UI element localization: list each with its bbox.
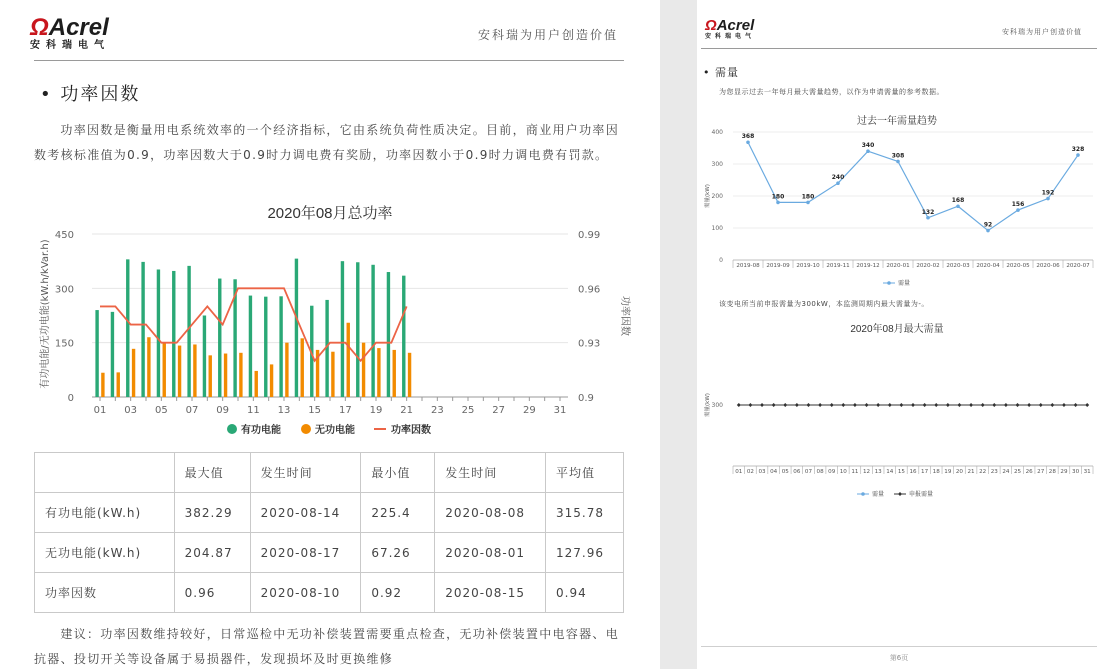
y-tick-label: 200 — [711, 193, 723, 200]
power-factor-line — [100, 288, 407, 360]
x-tick-label: 23 — [990, 469, 998, 475]
demand-data-label: 328 — [1071, 146, 1085, 154]
x-tick-label: 07 — [185, 405, 199, 416]
reactive-energy-bar — [224, 354, 227, 397]
legend-declared-dot — [898, 492, 902, 496]
demand-data-label: 240 — [831, 174, 845, 182]
x-tick-label: 05 — [154, 405, 168, 416]
header-divider — [34, 60, 624, 61]
reactive-energy-bar — [377, 348, 380, 397]
declared-demand-point — [911, 403, 915, 407]
demand-trend-chart — [697, 124, 1101, 294]
x-tick-label: 09 — [216, 405, 230, 416]
legend-active-marker — [227, 424, 237, 434]
y-tick-label: 300 — [711, 402, 723, 409]
legend-demand-dot — [887, 281, 891, 285]
table-cell: 204.87 — [174, 533, 250, 573]
demand-data-label: 168 — [951, 197, 965, 205]
active-energy-bar — [402, 276, 405, 397]
legend-demand-label: 需量 — [872, 491, 885, 498]
logo-brand: Acrel — [716, 17, 755, 34]
demand-point — [836, 181, 840, 185]
x-tick-label: 01 — [93, 405, 107, 416]
legend-reactive-label: 无功电能 — [315, 425, 355, 436]
reactive-energy-bar — [101, 373, 104, 397]
y2-tick-label: 0.9 — [578, 393, 594, 404]
reactive-energy-bar — [285, 343, 288, 397]
x-tick-label: 23 — [430, 405, 444, 416]
y-axis-label: 需量(kW) — [705, 393, 711, 417]
demand-description: 为您显示过去一年每月最大需量趋势，以作为申请需量的参考数据。 — [719, 88, 944, 96]
logo-brand: Acrel — [48, 14, 109, 41]
declared-demand-point — [992, 403, 996, 407]
declared-demand-point — [981, 403, 985, 407]
acrel-logo — [705, 18, 755, 41]
demand-point — [1016, 208, 1020, 212]
demand-point — [866, 149, 870, 153]
table-cell: 2020-08-14 — [250, 493, 361, 533]
x-tick-label: 24 — [1002, 469, 1010, 475]
x-tick-label: 2020-06 — [1036, 263, 1060, 269]
x-tick-label: 27 — [492, 405, 506, 416]
declared-demand-point — [760, 403, 764, 407]
x-tick-label: 28 — [1048, 469, 1056, 475]
legend-reactive-marker — [301, 424, 311, 434]
reactive-energy-bar — [239, 353, 242, 397]
x-tick-label: 15 — [308, 405, 322, 416]
table-cell: 225.4 — [361, 493, 435, 533]
x-tick-label: 2019-11 — [826, 263, 850, 269]
table-cell: 2020-08-01 — [435, 533, 546, 573]
reactive-energy-bar — [362, 343, 365, 397]
reactive-energy-bar — [301, 338, 304, 397]
page-slogan: 安科瑞为用户创造价值 — [1002, 28, 1082, 36]
y-tick-label: 400 — [711, 129, 723, 136]
legend-active-label: 有功电能 — [241, 425, 281, 436]
demand-line — [748, 142, 1078, 230]
active-energy-bar — [95, 310, 98, 397]
demand-point — [956, 204, 960, 208]
demand-data-label: 180 — [771, 193, 785, 201]
x-tick-label: 31 — [553, 405, 567, 416]
active-energy-bar — [249, 296, 252, 397]
table-cell: 67.26 — [361, 533, 435, 573]
demand-trend-title: 过去一年需量趋势 — [857, 116, 937, 127]
reactive-energy-bar — [147, 337, 150, 397]
demand-data-label: 132 — [921, 208, 935, 216]
x-tick-label: 16 — [909, 469, 917, 475]
y2-axis-label: 功率因数 — [619, 296, 630, 336]
declared-demand-point — [830, 403, 834, 407]
table-cell: 315.78 — [546, 493, 624, 533]
demand-data-label: 368 — [741, 133, 755, 141]
x-tick-label: 15 — [897, 469, 905, 475]
x-tick-label: 2020-03 — [946, 263, 970, 269]
intro-paragraph: 功率因数是衡量用电系统效率的一个经济指标，它由系统负荷性质决定。目前，商业用户功率因数考核标准值为0.9，功率因数大于0.9时力调电费有奖励，功率因数小于0.9时力调电费有罚款。 — [34, 123, 619, 162]
declared-demand-point — [934, 403, 938, 407]
active-energy-bar — [387, 272, 390, 397]
table-cell: 0.96 — [174, 573, 250, 613]
demand-point — [746, 140, 750, 144]
x-tick-label: 13 — [874, 469, 882, 475]
declared-demand-point — [946, 403, 950, 407]
table-cell: 2020-08-17 — [250, 533, 361, 573]
x-tick-label: 2020-05 — [1006, 263, 1030, 269]
declared-demand-point — [783, 403, 787, 407]
demand-data-label: 308 — [891, 152, 905, 160]
x-tick-label: 2020-01 — [886, 263, 910, 269]
reactive-energy-bar — [408, 353, 411, 397]
table-cell: 有功电能(kW.h) — [35, 493, 175, 533]
x-tick-label: 01 — [735, 469, 743, 475]
x-tick-label: 17 — [338, 405, 352, 416]
table-header-cell: 发生时间 — [435, 453, 546, 493]
table-header-cell: 最大值 — [174, 453, 250, 493]
y-axis-label: 有功电能/无功电能(kW.h/kVar.h) — [40, 239, 51, 389]
report-page-right — [697, 0, 1101, 669]
active-energy-bar — [172, 271, 175, 397]
legend-declared-label: 申报需量 — [909, 491, 934, 498]
monthly-demand-title: 2020年08月最大需量 — [850, 324, 944, 335]
x-tick-label: 21 — [400, 405, 414, 416]
reactive-energy-bar — [209, 355, 212, 397]
active-energy-bar — [279, 296, 282, 397]
demand-point — [776, 201, 780, 205]
x-tick-label: 2019-09 — [766, 263, 790, 269]
x-tick-label: 07 — [804, 469, 813, 475]
x-tick-label: 12 — [862, 469, 871, 475]
monthly-demand-chart — [697, 336, 1101, 506]
declared-demand-note: 该变电所当前申报需量为300kW，本监测周期内最大需量为-。 — [719, 300, 929, 308]
x-tick-label: 2020-07 — [1066, 263, 1090, 269]
y-tick-label: 0 — [67, 393, 74, 404]
x-tick-label: 31 — [1083, 469, 1091, 475]
declared-demand-point — [853, 403, 857, 407]
declared-demand-point — [1085, 403, 1089, 407]
demand-point — [1076, 153, 1080, 157]
declared-demand-point — [865, 403, 869, 407]
table-cell: 功率因数 — [35, 573, 175, 613]
reactive-energy-bar — [331, 352, 334, 397]
x-tick-label: 08 — [816, 469, 824, 475]
declared-demand-point — [876, 403, 880, 407]
reactive-energy-bar — [270, 364, 273, 397]
legend-pf-label: 功率因数 — [391, 425, 431, 436]
footer-divider — [701, 646, 1097, 647]
declared-demand-point — [772, 403, 776, 407]
x-tick-label: 26 — [1025, 469, 1033, 475]
reactive-energy-bar — [163, 343, 166, 397]
table-header-cell: 最小值 — [361, 453, 435, 493]
x-tick-label: 06 — [793, 469, 801, 475]
demand-point — [896, 160, 900, 164]
power-chart — [30, 220, 640, 448]
x-tick-label: 2020-02 — [916, 263, 940, 269]
x-tick-label: 25 — [1013, 469, 1022, 475]
x-tick-label: 22 — [979, 469, 987, 475]
reactive-energy-bar — [255, 371, 258, 397]
x-tick-label: 03 — [124, 405, 138, 416]
active-energy-bar — [341, 261, 344, 397]
x-tick-label: 13 — [277, 405, 291, 416]
x-tick-label: 2019-08 — [736, 263, 760, 269]
declared-demand-point — [1050, 403, 1054, 407]
reactive-energy-bar — [347, 323, 350, 397]
x-tick-label: 02 — [746, 469, 754, 475]
demand-data-label: 92 — [983, 221, 993, 229]
reactive-energy-bar — [393, 350, 396, 397]
declared-demand-point — [1016, 403, 1020, 407]
declared-demand-point — [957, 403, 961, 407]
declared-demand-point — [969, 403, 973, 407]
x-tick-label: 29 — [522, 405, 536, 416]
declared-demand-point — [923, 403, 927, 407]
x-tick-label: 19 — [369, 405, 383, 416]
y2-tick-label: 0.96 — [578, 284, 601, 296]
active-energy-bar — [356, 262, 359, 397]
declared-demand-point — [806, 403, 810, 407]
page-number: 第6页 — [889, 654, 909, 662]
table-row — [35, 533, 624, 573]
acrel-mark-icon: Ω — [705, 17, 717, 34]
y2-tick-label: 0.93 — [578, 338, 601, 350]
declared-demand-point — [1004, 403, 1008, 407]
declared-demand-point — [888, 403, 892, 407]
y-tick-label: 300 — [711, 161, 723, 168]
demand-data-label: 180 — [801, 193, 815, 201]
x-tick-label: 30 — [1072, 469, 1080, 475]
declared-demand-point — [899, 403, 903, 407]
legend-demand-dot — [861, 492, 865, 496]
reactive-energy-bar — [178, 346, 181, 397]
x-tick-label: 11 — [246, 405, 260, 416]
table-header-row — [35, 453, 624, 493]
active-energy-bar — [295, 259, 298, 397]
table-cell: 无功电能(kW.h) — [35, 533, 175, 573]
declared-demand-point — [795, 403, 799, 407]
declared-demand-point — [1039, 403, 1043, 407]
acrel-mark-icon: Ω — [30, 14, 49, 41]
x-tick-label: 29 — [1060, 469, 1068, 475]
declared-demand-point — [1027, 403, 1031, 407]
table-cell: 0.94 — [546, 573, 624, 613]
active-energy-bar — [371, 265, 374, 397]
table-cell: 127.96 — [546, 533, 624, 573]
y-tick-label: 150 — [54, 338, 74, 350]
active-energy-bar — [126, 259, 129, 397]
y-tick-label: 0 — [719, 257, 723, 264]
declared-demand-point — [737, 403, 741, 407]
x-tick-label: 2020-04 — [976, 263, 1000, 269]
x-tick-label: 09 — [828, 469, 836, 475]
section-heading: • 功率因数 — [40, 84, 141, 105]
table-cell: 2020-08-10 — [250, 573, 361, 613]
y-tick-label: 300 — [54, 284, 74, 296]
page-slogan: 安科瑞为用户创造价值 — [478, 28, 619, 42]
reactive-energy-bar — [193, 344, 196, 397]
demand-point — [926, 216, 930, 220]
reactive-energy-bar — [117, 372, 120, 397]
section-heading: • 需量 — [703, 66, 739, 79]
y-tick-label: 450 — [54, 230, 74, 241]
demand-data-label: 340 — [861, 142, 875, 150]
x-tick-label: 14 — [886, 469, 894, 475]
legend-demand-label: 需量 — [898, 280, 911, 287]
x-tick-label: 27 — [1037, 469, 1045, 475]
acrel-logo — [30, 16, 110, 52]
x-tick-label: 03 — [758, 469, 766, 475]
table-header-cell: 平均值 — [546, 453, 624, 493]
table-header-cell — [35, 453, 175, 493]
table-cell: 382.29 — [174, 493, 250, 533]
table-row — [35, 573, 624, 613]
x-tick-label: 05 — [781, 469, 789, 475]
declared-demand-point — [748, 403, 752, 407]
x-tick-label: 19 — [944, 469, 952, 475]
active-energy-bar — [203, 316, 206, 398]
active-energy-bar — [157, 269, 160, 397]
demand-point — [806, 201, 810, 205]
header-divider — [701, 48, 1097, 49]
active-energy-bar — [111, 312, 114, 397]
table-cell: 2020-08-15 — [435, 573, 546, 613]
demand-data-label: 156 — [1011, 201, 1025, 209]
x-tick-label: 18 — [932, 469, 940, 475]
x-tick-label: 25 — [461, 405, 475, 416]
logo-subtitle: 安科瑞电气 — [705, 33, 756, 40]
x-tick-label: 20 — [955, 469, 964, 475]
demand-point — [1046, 197, 1050, 201]
declared-demand-point — [1062, 403, 1066, 407]
active-energy-bar — [141, 262, 144, 397]
declared-demand-point — [1074, 403, 1078, 407]
declared-demand-point — [818, 403, 822, 407]
chart-title: 2020年08月总功率 — [267, 205, 393, 222]
active-energy-bar — [264, 297, 267, 397]
x-tick-label: 11 — [851, 469, 859, 475]
x-tick-label: 2019-12 — [856, 263, 880, 269]
table-row — [35, 493, 624, 533]
table-cell: 2020-08-08 — [435, 493, 546, 533]
x-tick-label: 2019-10 — [796, 263, 820, 269]
active-energy-bar — [187, 266, 190, 397]
advice-paragraph: 建议：功率因数维持较好，日常巡检中无功补偿装置需要重点检查，无功补偿装置中电容器、电抗器、投切开关等设备属于易损器件，发现损坏及时更换维修 — [34, 627, 619, 666]
x-tick-label: 21 — [967, 469, 975, 475]
demand-point — [986, 229, 990, 233]
logo-subtitle: 安科瑞电气 — [30, 40, 110, 51]
declared-demand-point — [841, 403, 845, 407]
x-tick-label: 17 — [921, 469, 929, 475]
table-cell: 0.92 — [361, 573, 435, 613]
y2-tick-label: 0.99 — [578, 230, 601, 241]
x-tick-label: 04 — [770, 469, 778, 475]
stats-table — [34, 452, 624, 613]
reactive-energy-bar — [132, 349, 135, 397]
active-energy-bar — [218, 279, 221, 397]
x-tick-label: 10 — [839, 469, 847, 475]
table-header-cell: 发生时间 — [250, 453, 361, 493]
y-tick-label: 100 — [711, 225, 723, 232]
demand-data-label: 192 — [1041, 189, 1055, 197]
y-axis-label: 需量(kW) — [705, 184, 711, 208]
